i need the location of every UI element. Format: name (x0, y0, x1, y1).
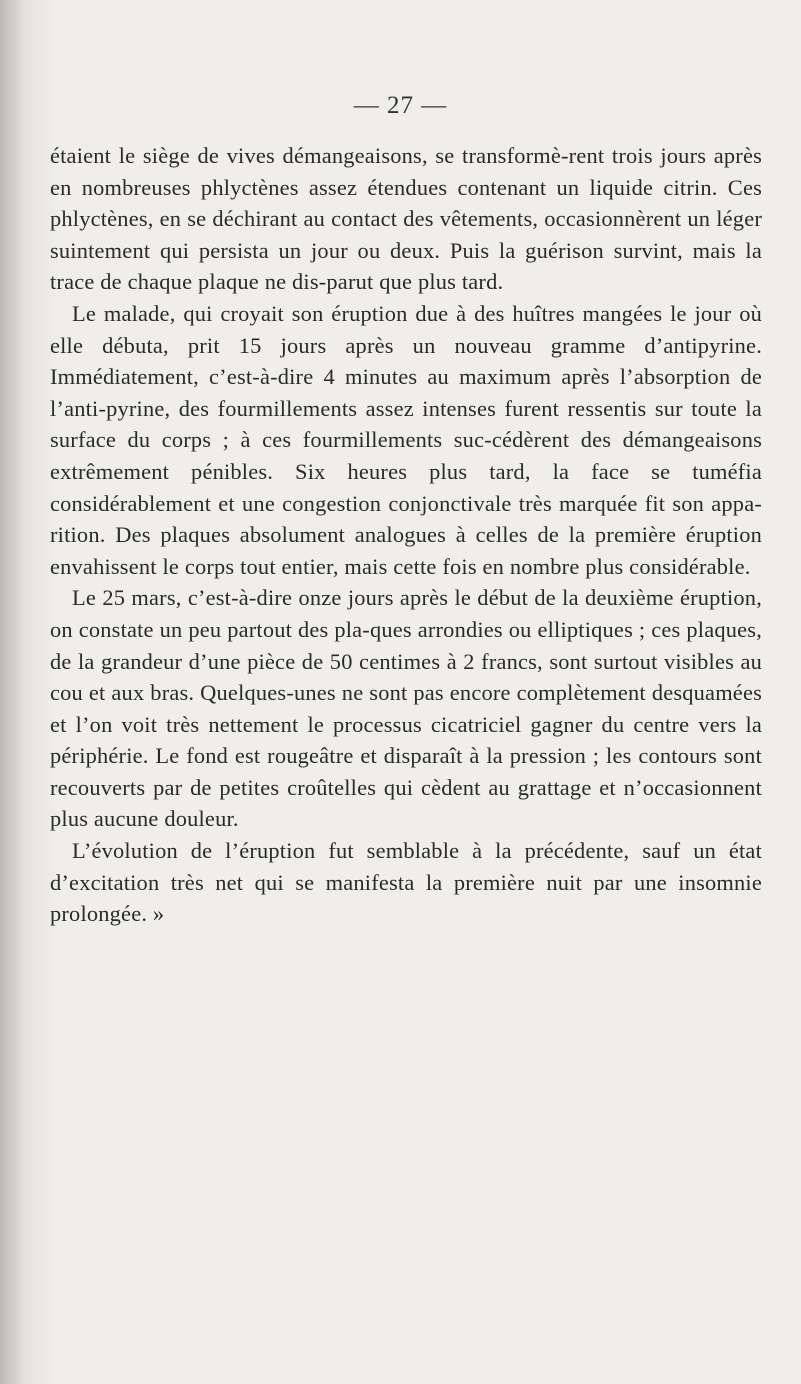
paragraph-3: Le 25 mars, c’est-à-dire onze jours après le début de la deuxième éruption, on constate un peu partout des pla-ques arrondies ou elliptiques ; ces plaques, de la grandeur d’une pièce de 50 centimes à 2 francs, sont surtout visibles au cou et aux bras. Quelques-unes ne sont pas encore complètement desquamées et l’on voit très nettement le processus cicatriciel gagner du centre vers la périphérie. Le fond est rougeâtre et disparaît à la pression ; les contours sont recouverts par de petites croûtelles qui cèdent au grattage et n’occasionnent plus aucune douleur. (50, 585, 762, 832)
paragraph-4: L’évolution de l’éruption fut semblable à la précédente, sauf un état d’excitation très net qui se manifesta la première nuit par une insomnie prolongée. » (50, 838, 762, 927)
page-number: — 27 — (353, 92, 448, 119)
paragraph-2: Le malade, qui croyait son éruption due à des huîtres mangées le jour où elle débuta, prit 15 jours après un nouveau gramme d’antipyrine. Immédiatement, c’est-à-dire 4 minutes au maximum après l’absorption de l’anti-pyrine, des fourmillements assez intenses furent ressentis sur toute la surface du corps ; à ces fourmillements suc-cédèrent des démangeaisons extrêmement pénibles. Six heures plus tard, la face se tuméfia considérablement et une congestion conjonctivale très marquée fit son appa-rition. Des plaques absolument analogues à celles de la première éruption envahissent le corps tout entier, mais cette fois en nombre plus considérable. (50, 300, 762, 579)
binding-shadow (0, 0, 22, 1384)
paragraph-1: étaient le siège de vives démangeaisons, se transformè-rent trois jours après en nombreuses phlyctènes assez étendues contenant un liquide citrin. Ces phlyctènes, en se déchirant au contact des vêtements, occasionnèrent un léger suintement qui persista un jour ou deux. Puis la guérison survint, mais la trace de chaque plaque ne dis-parut que plus tard. (50, 143, 762, 295)
body-text (50, 140, 762, 930)
